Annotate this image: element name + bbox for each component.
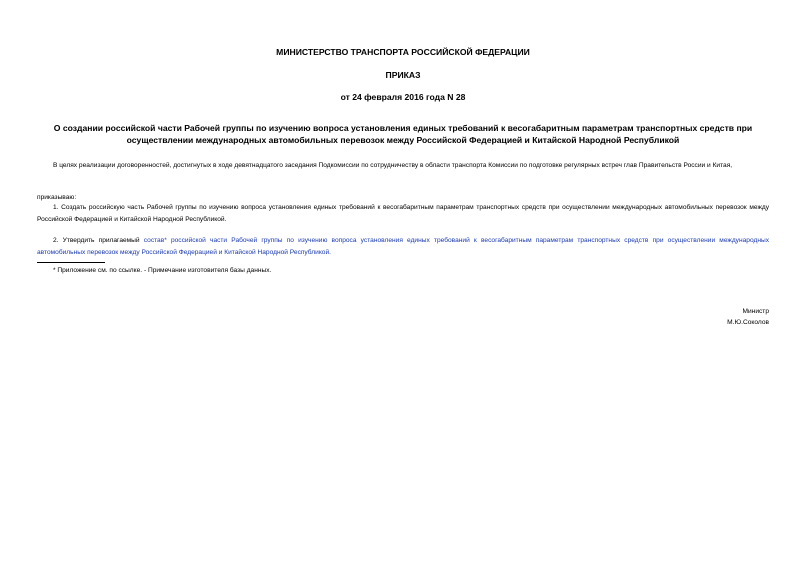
document-title: О создании российской части Рабочей группы по изучению вопроса установления единых требований к весогабаритным параметрам транспортных средств при осуществлении международных автомобильных перевозок между Российской Федерацией и Китайской Народной Республикой	[53, 123, 753, 145]
signatory-name: М.Ю.Соколов	[727, 319, 769, 326]
order-item-2-prefix: 2. Утвердить прилагаемый	[53, 237, 144, 244]
document-page	[37, 0, 769, 571]
order-item-1: 1. Создать российскую часть Рабочей группы по изучению вопроса установления единых требований к весогабаритным параметрам транспортных средств при осуществлении международных автомобильных перевозок между Российской Федерацией и Китайской Народной Республикой.	[37, 204, 769, 223]
decree-line: приказываю:	[37, 194, 77, 201]
intro-paragraph: В целях реализации договоренностей, достигнутых в ходе девятнадцатого заседания Подкомиссии по сотрудничеству в области транспорта Комиссии по подготовке регулярных встреч глав Правительств России и Китая,	[53, 162, 733, 169]
ministry-heading: МИНИСТЕРСТВО ТРАНСПОРТА РОССИЙСКОЙ ФЕДЕРАЦИИ	[276, 47, 530, 57]
order-item-2	[37, 235, 769, 258]
footnote-divider	[37, 262, 105, 263]
signatory-position: Министр	[742, 308, 769, 315]
composition-link[interactable]: состав* российской части Рабочей группы по изучению вопроса установления единых требований к весогабаритным параметрам транспортных средств при осуществлении международных автомобильных перевозок между Российской Федерацией и Китайской Народной Республикой.	[37, 237, 769, 256]
document-type-heading: ПРИКАЗ	[385, 70, 421, 80]
footnote: * Приложение см. по ссылке. - Примечание изготовителя базы данных.	[53, 267, 272, 274]
date-number-heading: от 24 февраля 2016 года N 28	[340, 92, 466, 102]
